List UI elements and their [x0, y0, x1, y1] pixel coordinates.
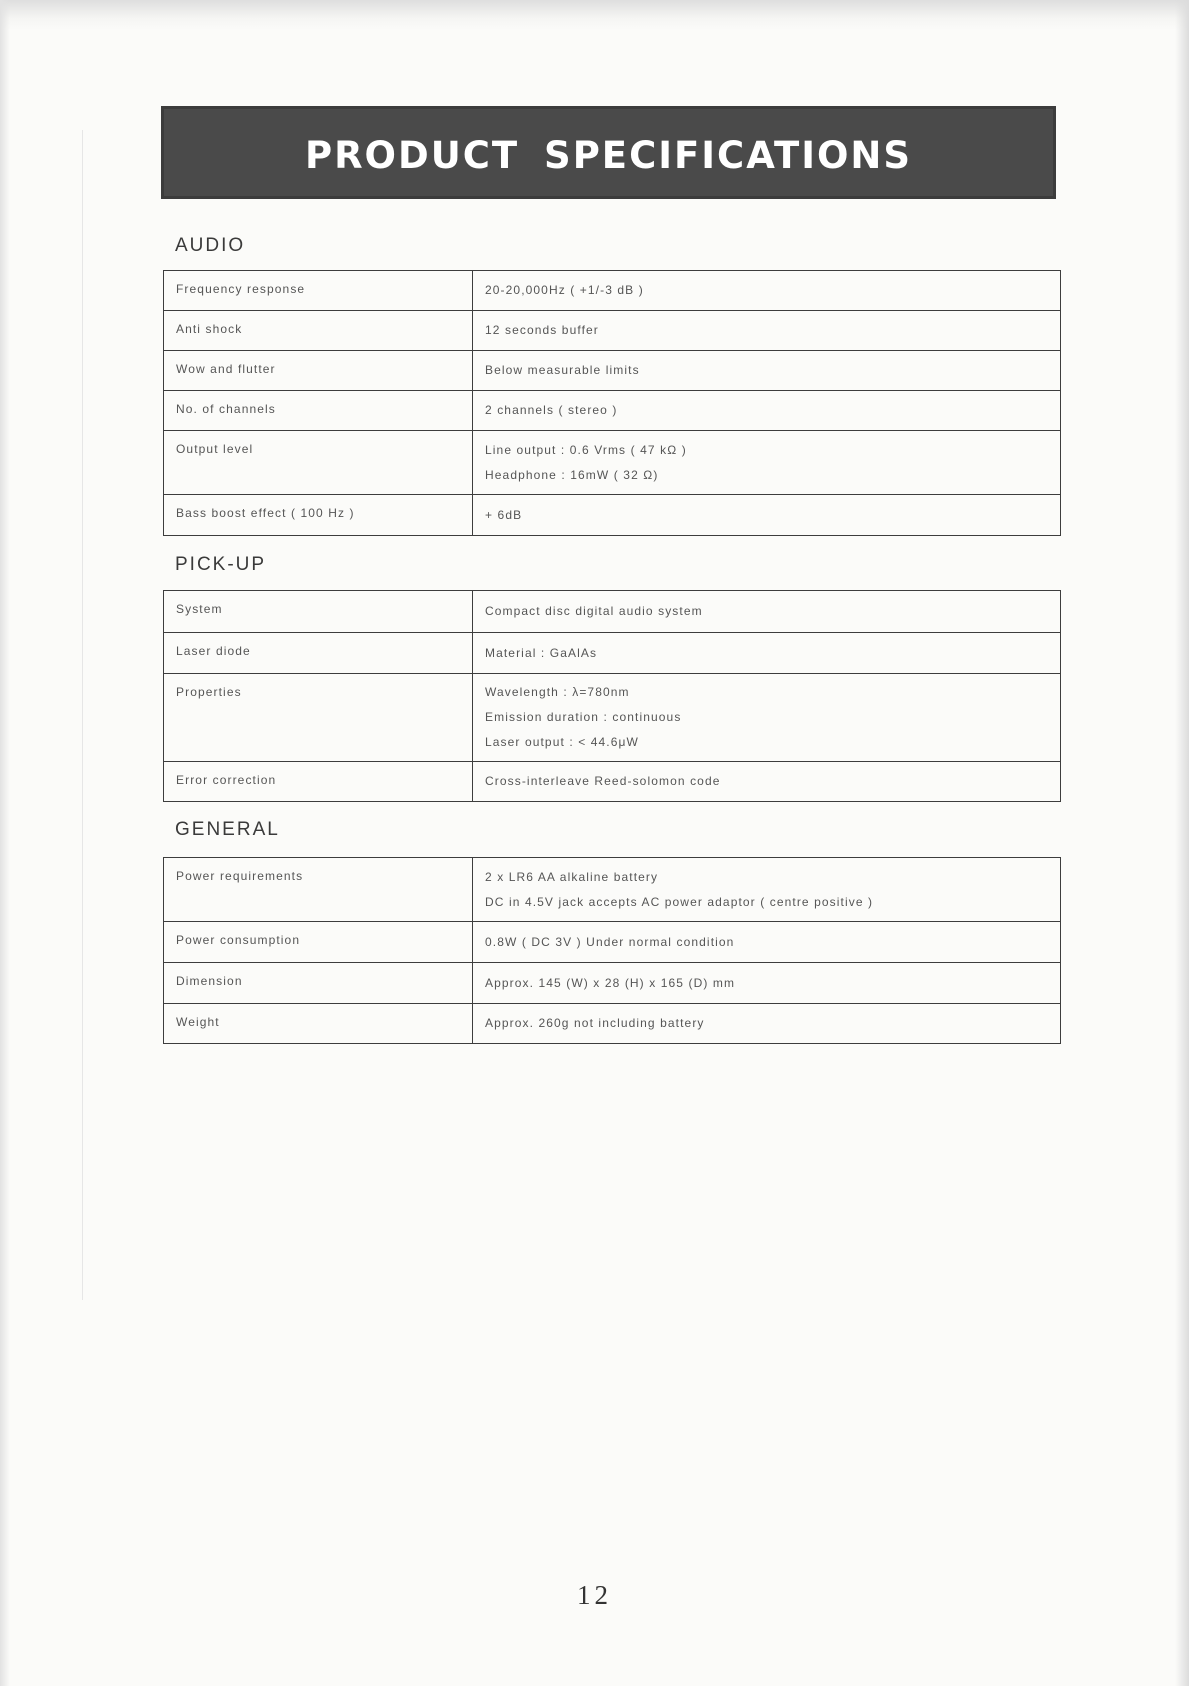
spec-label: Weight — [164, 1004, 473, 1044]
spec-label: Frequency response — [164, 271, 473, 311]
spec-value: 20-20,000Hz ( +1/-3 dB ) — [473, 271, 1061, 311]
table-row — [164, 762, 1061, 802]
section-heading-pickup: PICK-UP — [175, 554, 267, 575]
table-row — [164, 311, 1061, 351]
table-row — [164, 591, 1061, 633]
table-row — [164, 674, 1061, 762]
page-left-edge — [0, 0, 10, 1686]
spec-label: Dimension — [164, 963, 473, 1004]
table-row — [164, 351, 1061, 391]
spec-label: Bass boost effect ( 100 Hz ) — [164, 495, 473, 536]
spec-value: 0.8W ( DC 3V ) Under normal condition — [473, 922, 1061, 963]
spec-value: 2 channels ( stereo ) — [473, 391, 1061, 431]
section-heading-audio: AUDIO — [175, 235, 246, 256]
spec-value: Approx. 260g not including battery — [473, 1004, 1061, 1044]
page-top-shadow — [0, 0, 1189, 30]
page-number: 12 — [577, 1580, 612, 1610]
table-row — [164, 633, 1061, 674]
table-row — [164, 271, 1061, 311]
table-row — [164, 963, 1061, 1004]
spec-value: + 6dB — [473, 495, 1061, 536]
table-row — [164, 1004, 1061, 1044]
page-right-edge — [1175, 0, 1189, 1686]
spec-value: 12 seconds buffer — [473, 311, 1061, 351]
page-fold-line — [82, 130, 83, 1300]
general-spec-table — [163, 857, 1061, 1044]
spec-label: No. of channels — [164, 391, 473, 431]
table-row — [164, 431, 1061, 495]
spec-label: Anti shock — [164, 311, 473, 351]
spec-value: Compact disc digital audio system — [473, 591, 1061, 633]
spec-label: Wow and flutter — [164, 351, 473, 391]
spec-label: System — [164, 591, 473, 633]
spec-label: Laser diode — [164, 633, 473, 674]
section-heading-general: GENERAL — [175, 819, 280, 840]
spec-label: Power requirements — [164, 858, 473, 922]
spec-label: Output level — [164, 431, 473, 495]
title-banner — [161, 106, 1056, 199]
spec-value: 2 x LR6 AA alkaline battery DC in 4.5V jack accepts AC power adaptor ( centre positive ) — [473, 858, 1061, 922]
table-row — [164, 495, 1061, 536]
spec-label: Power consumption — [164, 922, 473, 963]
table-row — [164, 922, 1061, 963]
spec-label: Properties — [164, 674, 473, 762]
spec-value: Line output : 0.6 Vrms ( 47 kΩ ) Headphone : 16mW ( 32 Ω) — [473, 431, 1061, 495]
audio-spec-table — [163, 270, 1061, 536]
spec-value: Material : GaAlAs — [473, 633, 1061, 674]
table-row — [164, 858, 1061, 922]
spec-value: Wavelength : λ=780nm Emission duration : continuous Laser output : < 44.6μW — [473, 674, 1061, 762]
table-row — [164, 391, 1061, 431]
spec-value: Cross-interleave Reed-solomon code — [473, 762, 1061, 802]
spec-value: Below measurable limits — [473, 351, 1061, 391]
spec-value: Approx. 145 (W) x 28 (H) x 165 (D) mm — [473, 963, 1061, 1004]
spec-label: Error correction — [164, 762, 473, 802]
pickup-spec-table — [163, 590, 1061, 802]
page-title: PRODUCT SPECIFICATIONS — [304, 134, 913, 177]
